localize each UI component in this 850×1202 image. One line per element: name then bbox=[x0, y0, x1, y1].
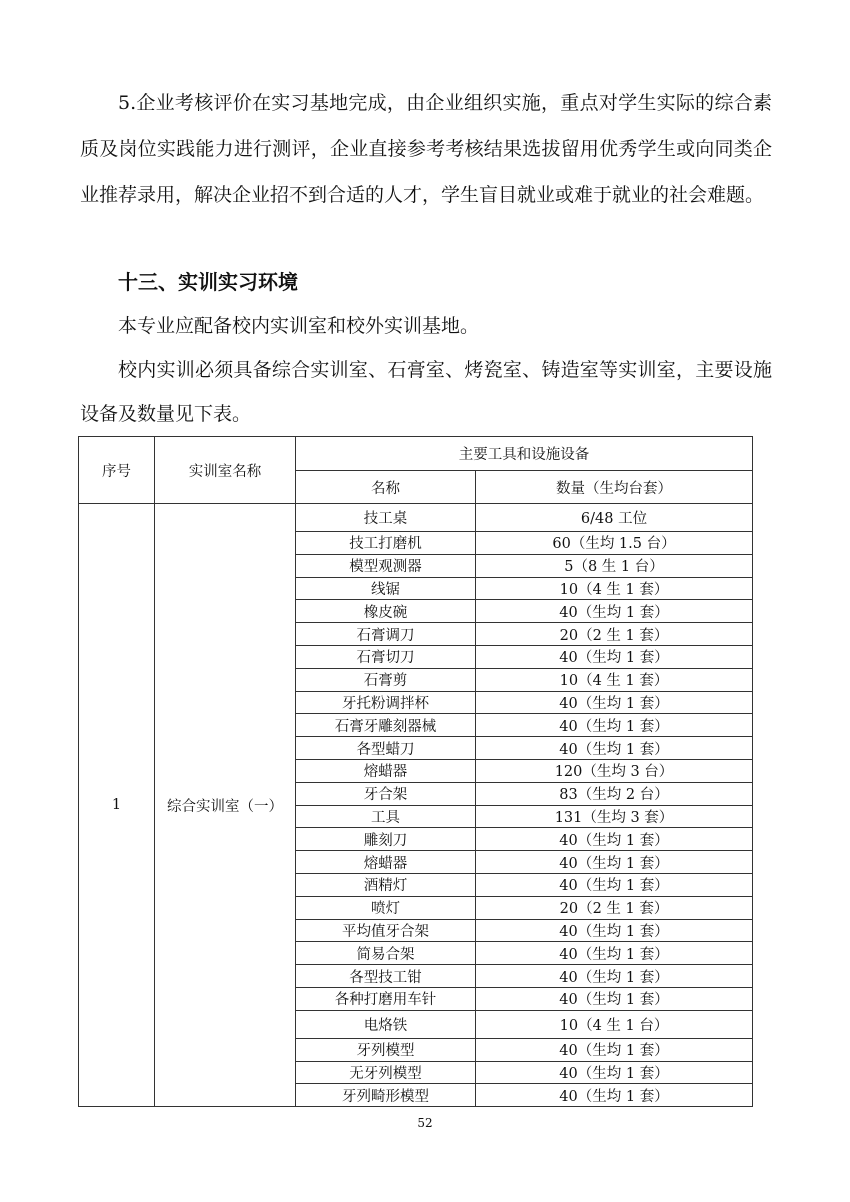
paragraph-assessment: 5.企业考核评价在实习基地完成，由企业组织实施，重点对学生实际的综合素质及岗位实践能力进行测评，企业直接参考考核结果选拔留用优秀学生或向同类企业推荐录用，解决企业招不到合适的人才，学生盲目就业或难于就业的社会难题。 bbox=[80, 92, 772, 206]
header-quantity: 数量（生均台套） bbox=[476, 471, 753, 504]
quantity-cell: 120（生均 3 台） bbox=[476, 759, 753, 782]
tool-name-cell: 橡皮碗 bbox=[296, 600, 476, 623]
tool-name-cell: 技工打磨机 bbox=[296, 532, 476, 555]
quantity-cell: 40（生均 1 套） bbox=[476, 965, 753, 988]
header-tool-name: 名称 bbox=[296, 471, 476, 504]
tool-name-cell: 牙托粉调拌杯 bbox=[296, 691, 476, 714]
quantity-cell: 40（生均 1 套） bbox=[476, 873, 753, 896]
quantity-cell: 40（生均 1 套） bbox=[476, 919, 753, 942]
quantity-cell: 40（生均 1 套） bbox=[476, 942, 753, 965]
quantity-cell: 40（生均 1 套） bbox=[476, 714, 753, 737]
quantity-cell: 20（2 生 1 套） bbox=[476, 896, 753, 919]
tool-name-cell: 雕刻刀 bbox=[296, 828, 476, 851]
quantity-cell: 40（生均 1 套） bbox=[476, 828, 753, 851]
tool-name-cell: 工具 bbox=[296, 805, 476, 828]
tool-name-cell: 电烙铁 bbox=[296, 1010, 476, 1038]
quantity-cell: 40（生均 1 套） bbox=[476, 851, 753, 874]
quantity-cell: 10（4 生 1 台） bbox=[476, 1010, 753, 1038]
tool-name-cell: 牙列模型 bbox=[296, 1038, 476, 1061]
tool-name-cell: 熔蜡器 bbox=[296, 759, 476, 782]
tool-name-cell: 各型技工钳 bbox=[296, 965, 476, 988]
section-heading: 十三、实训实习环境 bbox=[118, 270, 298, 294]
tool-name-cell: 熔蜡器 bbox=[296, 851, 476, 874]
page-number: 52 bbox=[417, 1116, 433, 1130]
tool-name-cell: 技工桌 bbox=[296, 504, 476, 532]
tool-name-cell: 简易合架 bbox=[296, 942, 476, 965]
quantity-cell: 40（生均 1 套） bbox=[476, 1038, 753, 1061]
seq-cell: 1 bbox=[79, 504, 155, 1107]
table-row bbox=[79, 504, 753, 532]
quantity-cell: 10（4 生 1 套） bbox=[476, 668, 753, 691]
tool-name-cell: 各种打磨用车针 bbox=[296, 987, 476, 1010]
quantity-cell: 40（生均 1 套） bbox=[476, 737, 753, 760]
header-room-name: 实训室名称 bbox=[155, 437, 296, 504]
header-main-equipment: 主要工具和设施设备 bbox=[296, 437, 753, 471]
room-name-cell: 综合实训室（一） bbox=[155, 504, 296, 1107]
tool-name-cell: 酒精灯 bbox=[296, 873, 476, 896]
quantity-cell: 40（生均 1 套） bbox=[476, 1084, 753, 1107]
quantity-cell: 40（生均 1 套） bbox=[476, 1061, 753, 1084]
quantity-cell: 20（2 生 1 套） bbox=[476, 623, 753, 646]
quantity-cell: 40（生均 1 套） bbox=[476, 987, 753, 1010]
tool-name-cell: 石膏调刀 bbox=[296, 623, 476, 646]
tool-name-cell: 喷灯 bbox=[296, 896, 476, 919]
tool-name-cell: 无牙列模型 bbox=[296, 1061, 476, 1084]
header-seq: 序号 bbox=[79, 437, 155, 504]
quantity-cell: 131（生均 3 套） bbox=[476, 805, 753, 828]
intro-paragraph: 校内实训必须具备综合实训室、石膏室、烤瓷室、铸造室等实训室，主要设施设备及数量见下表。 bbox=[80, 359, 772, 425]
tool-name-cell: 牙列畸形模型 bbox=[296, 1084, 476, 1107]
tool-name-cell: 石膏剪 bbox=[296, 668, 476, 691]
tool-name-cell: 线锯 bbox=[296, 577, 476, 600]
quantity-cell: 5（8 生 1 台） bbox=[476, 554, 753, 577]
tool-name-cell: 牙合架 bbox=[296, 782, 476, 805]
tool-name-cell: 模型观测器 bbox=[296, 554, 476, 577]
quantity-cell: 40（生均 1 套） bbox=[476, 645, 753, 668]
tool-name-cell: 各型蜡刀 bbox=[296, 737, 476, 760]
quantity-cell: 40（生均 1 套） bbox=[476, 691, 753, 714]
quantity-cell: 6/48 工位 bbox=[476, 504, 753, 532]
quantity-cell: 10（4 生 1 套） bbox=[476, 577, 753, 600]
tool-name-cell: 石膏切刀 bbox=[296, 645, 476, 668]
equipment-table-body bbox=[79, 504, 753, 1107]
quantity-cell: 83（生均 2 台） bbox=[476, 782, 753, 805]
tool-name-cell: 平均值牙合架 bbox=[296, 919, 476, 942]
quantity-cell: 40（生均 1 套） bbox=[476, 600, 753, 623]
intro-line: 本专业应配备校内实训室和校外实训基地。 bbox=[118, 315, 480, 337]
quantity-cell: 60（生均 1.5 台） bbox=[476, 532, 753, 555]
tool-name-cell: 石膏牙雕刻器械 bbox=[296, 714, 476, 737]
equipment-table bbox=[78, 436, 753, 1107]
